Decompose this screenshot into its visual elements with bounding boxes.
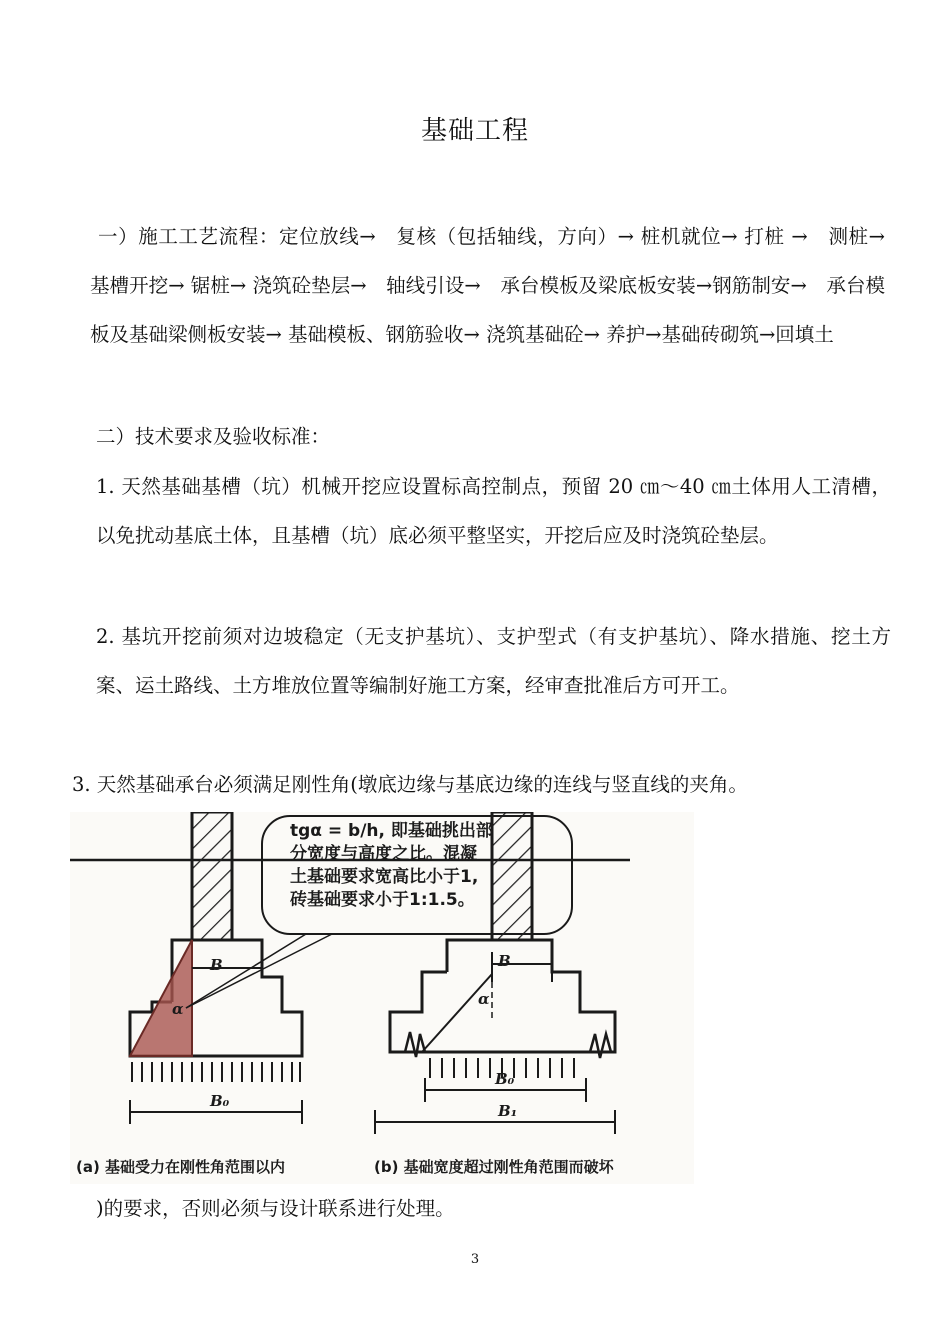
label-b0-b: B₀ (495, 1070, 515, 1088)
callout-line-2: 分宽度与高度之比。混凝 (290, 844, 477, 864)
label-alpha-a: α (172, 1000, 184, 1018)
page-number: 3 (470, 1252, 480, 1267)
requirement-2: 2. 基坑开挖前须对边坡稳定（无支护基坑）、支护型式（有支护基坑）、降水措施、挖土方案、运土路线、土方堆放位置等编制好施工方案，经审查批准后方可开工。 (96, 625, 891, 697)
callout-line-3: 土基础要求宽高比小于1, (290, 867, 479, 887)
label-b1-b: B₁ (498, 1102, 518, 1120)
requirement-3: 3. 天然基础承台必须满足刚性角(墩底边缘与基底边缘的连线与竖直线的夹角。 (72, 773, 748, 796)
label-alpha-b: α (478, 990, 490, 1008)
page-title: 基础工程 (420, 116, 529, 146)
caption-a: (a) 基础受力在刚性角范围以内 (76, 1158, 286, 1176)
rigid-angle-triangle (130, 940, 192, 1056)
caption-b: (b) 基础宽度超过刚性角范围而破坏 (374, 1158, 614, 1176)
process-flow-paragraph: 一）施工工艺流程：定位放线→ 复核（包括轴线，方向）→ 桩机就位→ 打桩 → 测桩→ 基槽开挖→ 锯桩→ 浇筑砼垫层→ 轴线引设→ 承台模板及梁底板安装→钢筋制安→ 承台模板及基础梁侧板安装→ 基础模板、钢筋验收→ 浇筑基础砼→ 养护→基础砖砌筑→回填土 (90, 225, 885, 346)
callout-line-1: tgα = b/h, 即基础挑出部 (290, 821, 493, 841)
requirement-3-continued: )的要求，否则必须与设计联系进行处理。 (96, 1197, 455, 1220)
label-b-b: B (498, 952, 511, 970)
section-heading: 二）技术要求及验收标准： (96, 425, 331, 448)
requirement-1: 1. 天然基础基槽（坑）机械开挖应设置标高控制点，预留 20 ㎝～40 ㎝土体用人工清槽，以免扰动基底土体，且基槽（坑）底必须平整坚实，开挖后应及时浇筑砼垫层。 (96, 475, 891, 547)
rigid-angle-figure (70, 812, 694, 1184)
label-b-a: B (210, 956, 223, 974)
label-b0-a: B₀ (210, 1092, 230, 1110)
rigid-angle-callout (270, 820, 580, 916)
callout-line-4: 砖基础要求小于1:1.5。 (290, 890, 475, 910)
